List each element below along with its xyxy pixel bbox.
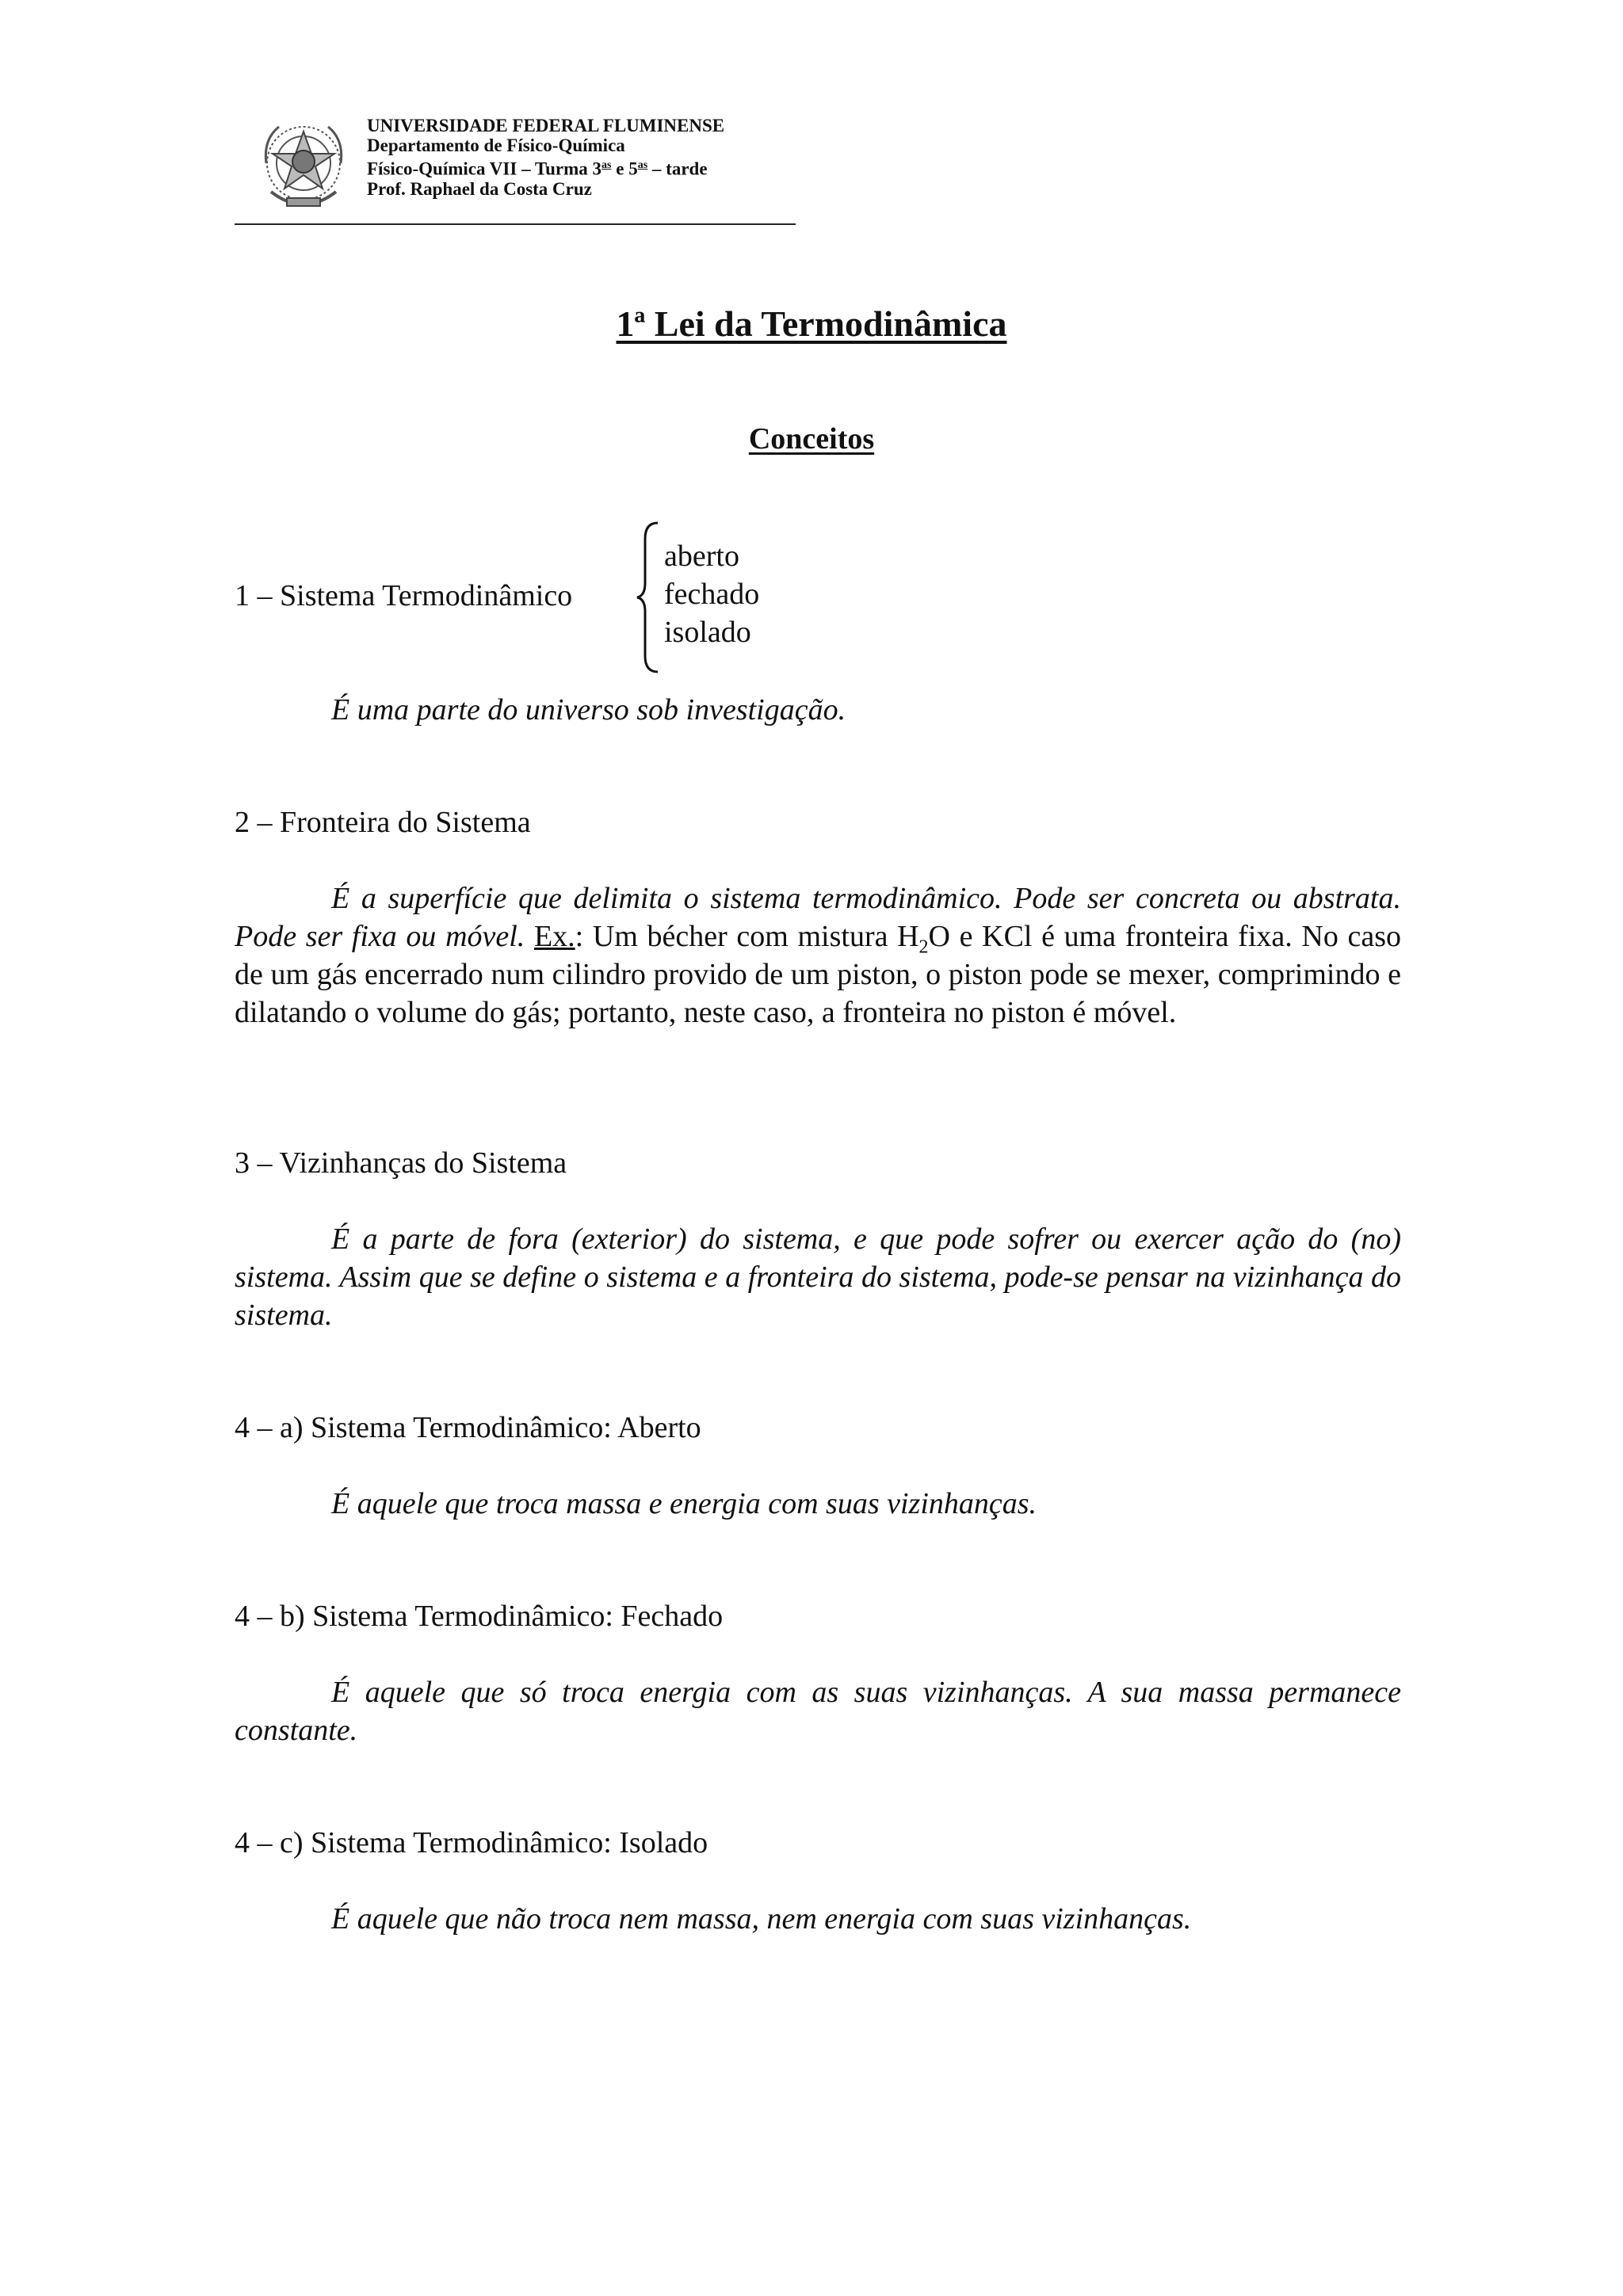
section-2-text-a: : Um bécher com mistura H <box>575 920 919 953</box>
page-subtitle: Conceitos <box>748 422 875 456</box>
section-4c-heading: 4 – c) Sistema Termodinâmico: Isolado <box>235 1826 708 1859</box>
letterhead <box>367 116 724 199</box>
section-4a-text: É aquele que troca massa e energia com suas vizinhanças. <box>331 1487 1037 1520</box>
curly-brace-icon <box>634 520 661 675</box>
section-2-heading: 2 – Fronteira do Sistema <box>235 806 531 839</box>
section-4c-text: É aquele que não troca nem massa, nem energia com suas vizinhanças. <box>331 1902 1192 1936</box>
page-title: 1ª Lei da Termodinâmica <box>616 303 1007 344</box>
example-label: Ex. <box>533 920 575 953</box>
section-3-heading: 3 – Vizinhanças do Sistema <box>235 1146 567 1180</box>
course-prefix: Físico-Química VII – Turma 3 <box>367 158 602 179</box>
section-2-text-b: O e KCl é uma fronteira fixa. No caso de um gás encerrado num cilindro provido de um piston, o piston pode se mexer, comprimindo e dilatando o volume do gás; portanto, neste caso, a fronteira no piston é móvel. <box>235 920 1401 1029</box>
course-sup-2: as <box>637 159 648 171</box>
course-sup-1: as <box>601 159 612 171</box>
subscript-2: 2 <box>918 936 929 958</box>
section-4b-paragraph: É aquele que só troca energia com as suas vizinhanças. A sua massa permanece constante. <box>235 1676 1401 1747</box>
system-types-list <box>664 537 759 651</box>
option-fechado: fechado <box>664 578 760 611</box>
section-2-text-italic: É a superfície que delimita o sistema termodinâmico. Pode ser concreta ou abstrata. Pode ser fixa ou móvel. <box>235 882 1401 953</box>
professor-name: Prof. Raphael da Costa Cruz <box>367 178 592 199</box>
department-name: Departamento de Físico-Química <box>367 135 625 155</box>
course-mid: e 5 <box>611 158 638 179</box>
section-2-paragraph <box>235 879 1401 1032</box>
section-3-paragraph: É a parte de fora (exterior) do sistema, e que pode sofrer ou exercer ação do (no) sistema. Assim que se define o sistema e a fronteira do sistema, pode-se pensar na vizinhança do sistema. <box>235 1222 1401 1332</box>
section-4a-heading: 4 – a) Sistema Termodinâmico: Aberto <box>235 1411 701 1444</box>
option-aberto: aberto <box>664 540 739 573</box>
section-4b-heading: 4 – b) Sistema Termodinâmico: Fechado <box>235 1600 724 1633</box>
university-name: UNIVERSIDADE FEDERAL FLUMINENSE <box>367 116 725 135</box>
coat-of-arms-seal-icon <box>255 116 352 217</box>
section-1-heading: 1 – Sistema Termodinâmico <box>235 579 573 612</box>
letterhead-divider <box>235 223 796 225</box>
course-line <box>367 155 724 179</box>
course-suffix: – tarde <box>647 158 708 179</box>
option-isolado: isolado <box>664 616 751 649</box>
section-1-definition: É uma parte do universo sob investigação. <box>331 693 846 727</box>
